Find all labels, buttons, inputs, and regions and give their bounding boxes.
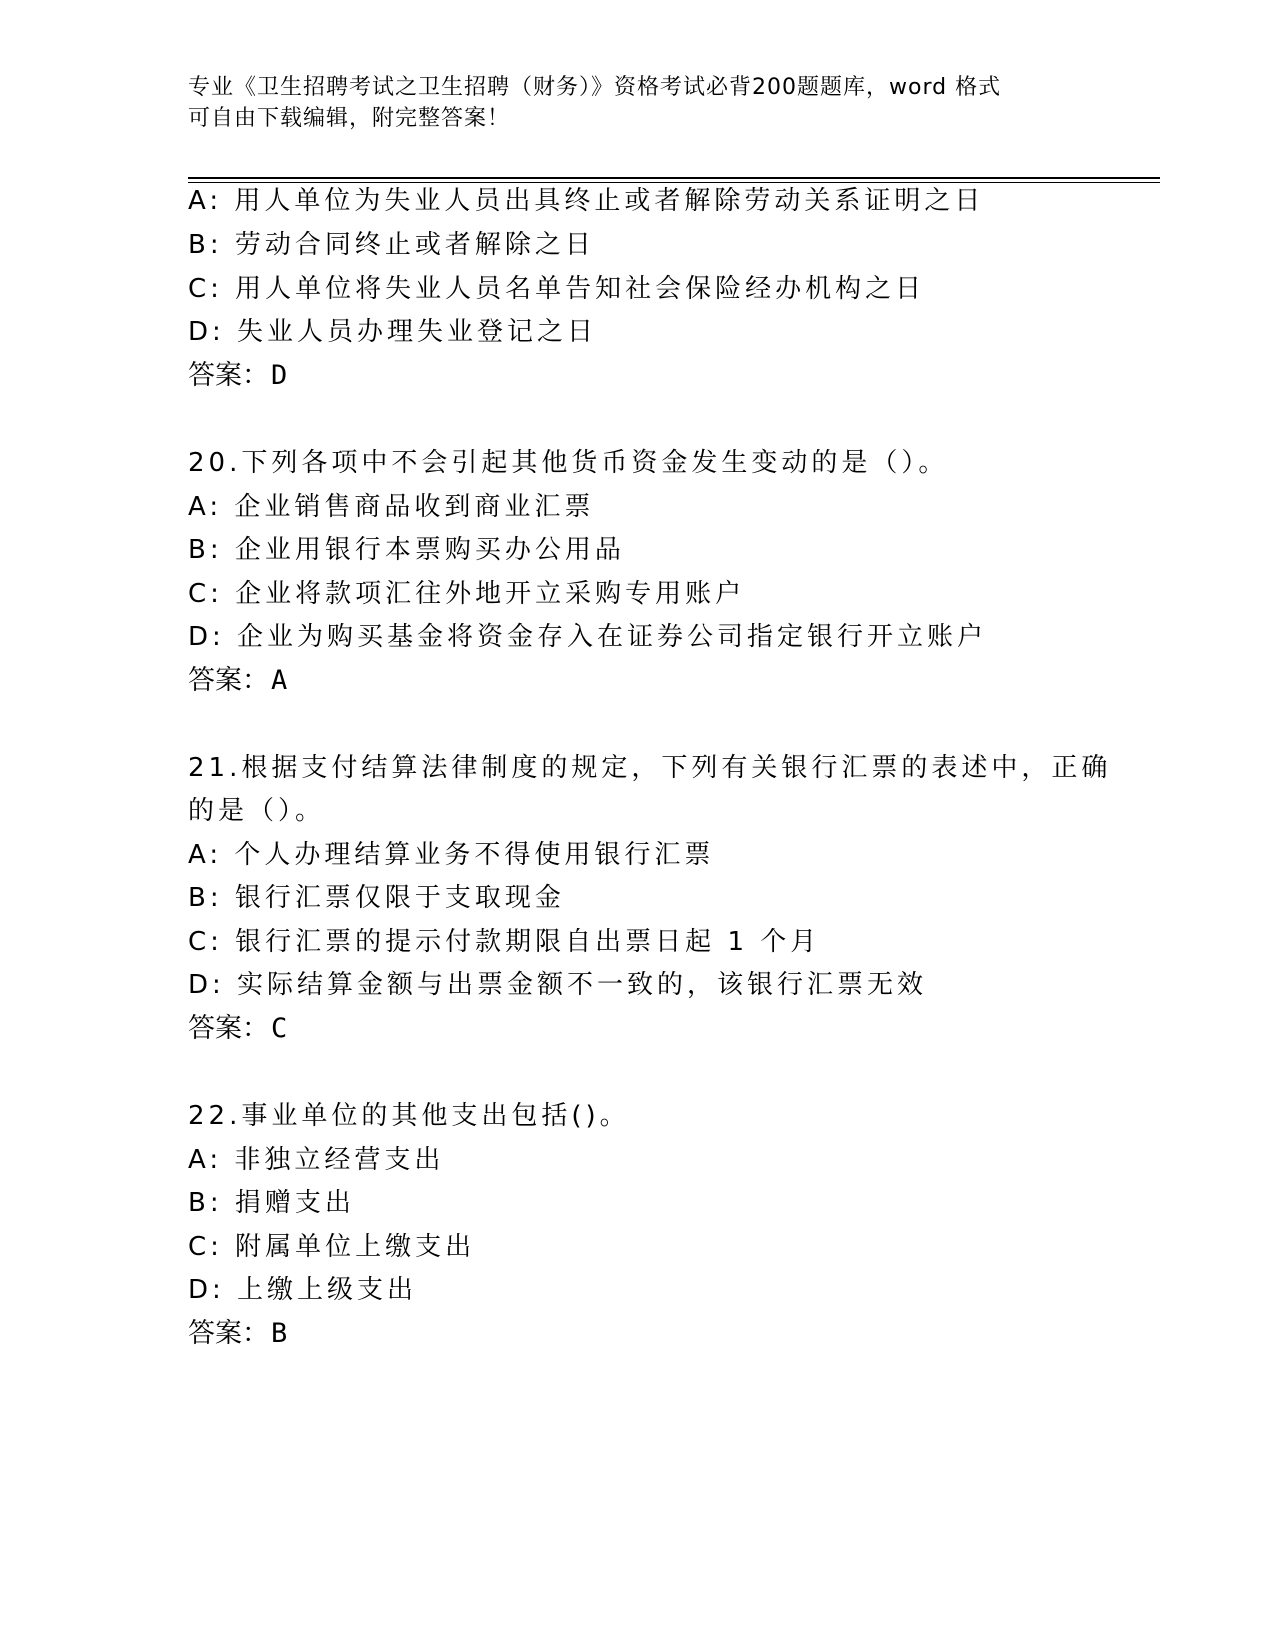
q21-answer-label: 答案： bbox=[188, 1013, 269, 1044]
q21-option-c: C: 银行汇票的提示付款期限自出票日起 1 个月 bbox=[188, 927, 821, 957]
header-line-1: 专业《卫生招聘考试之卫生招聘（财务）》资格考试必背200题题库，word 格式 bbox=[188, 75, 1002, 100]
q21-option-d: D: 实际结算金额与出票金额不一致的，该银行汇票无效 bbox=[188, 970, 928, 1000]
q19-option-d: D: 失业人员办理失业登记之日 bbox=[188, 317, 598, 347]
q20-option-c: C: 企业将款项汇往外地开立采购专用账户 bbox=[188, 579, 746, 609]
q21-option-b: B: 银行汇票仅限于支取现金 bbox=[188, 883, 565, 913]
q22-answer bbox=[188, 1317, 287, 1351]
q21-option-a: A: 个人办理结算业务不得使用银行汇票 bbox=[188, 840, 715, 870]
q20-option-d: D: 企业为购买基金将资金存入在证券公司指定银行开立账户 bbox=[188, 622, 988, 652]
q20-option-a: A: 企业销售商品收到商业汇票 bbox=[188, 492, 595, 522]
q22-question: 22.事业单位的其他支出包括()。 bbox=[188, 1101, 630, 1131]
header-divider-thin bbox=[188, 182, 1160, 183]
q19-option-b: B: 劳动合同终止或者解除之日 bbox=[188, 230, 595, 260]
q19-option-a: A: 用人单位为失业人员出具终止或者解除劳动关系证明之日 bbox=[188, 186, 985, 216]
document-header bbox=[188, 72, 1088, 134]
header-divider-thick bbox=[188, 177, 1160, 179]
q22-answer-label: 答案： bbox=[188, 1318, 269, 1349]
q21-question-line-1: 21.根据支付结算法律制度的规定，下列有关银行汇票的表述中，正确 bbox=[188, 753, 1112, 783]
q19-option-c: C: 用人单位将失业人员名单告知社会保险经办机构之日 bbox=[188, 274, 926, 304]
q21-answer-value: C bbox=[271, 1013, 288, 1044]
q20-answer bbox=[188, 664, 287, 698]
q20-answer-label: 答案： bbox=[188, 665, 269, 696]
q22-option-a: A: 非独立经营支出 bbox=[188, 1145, 445, 1175]
q22-option-c: C: 附属单位上缴支出 bbox=[188, 1232, 476, 1262]
q20-answer-value: A bbox=[271, 665, 288, 696]
q19-answer-value: D bbox=[271, 360, 288, 391]
q20-question: 20.下列各项中不会引起其他货币资金发生变动的是（）。 bbox=[188, 448, 949, 478]
q19-answer bbox=[188, 359, 287, 393]
q22-option-d: D: 上缴上级支出 bbox=[188, 1275, 418, 1305]
q19-answer-label: 答案： bbox=[188, 360, 269, 391]
header-line-2: 可自由下载编辑，附完整答案！ bbox=[188, 106, 511, 131]
q22-answer-value: B bbox=[271, 1318, 288, 1349]
q22-option-b: B: 捐赠支出 bbox=[188, 1188, 355, 1218]
q20-option-b: B: 企业用银行本票购买办公用品 bbox=[188, 535, 625, 565]
q21-answer bbox=[188, 1012, 287, 1046]
q21-question-line-2: 的是（）。 bbox=[188, 796, 326, 826]
